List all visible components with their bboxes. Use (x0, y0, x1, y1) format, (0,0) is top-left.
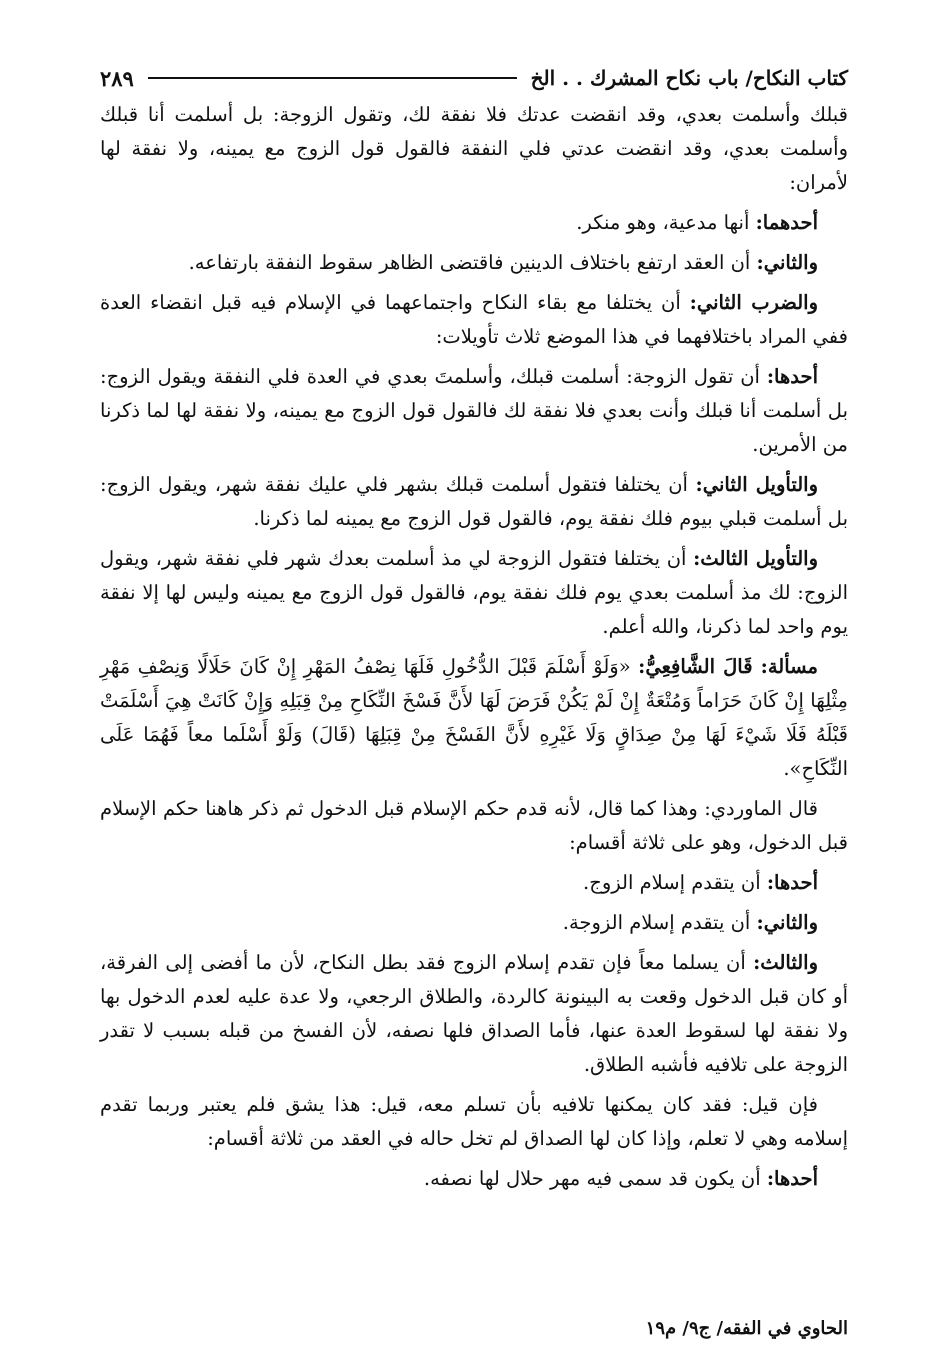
paragraph-lead: أحدها: (766, 871, 818, 894)
paragraph-lead: والثالث: (753, 951, 818, 974)
paragraph (100, 1162, 848, 1196)
paragraph-lead: أحدها: (766, 1167, 818, 1190)
header-title: كتاب النكاح/ باب نكاح المشرك . . الخ (530, 66, 848, 90)
paragraph-text: أن يكون قد سمى فيه مهر حلال لها نصفه. (423, 1167, 767, 1190)
paragraph (100, 792, 848, 860)
paragraph (100, 1088, 848, 1156)
paragraph (100, 866, 848, 900)
paragraph (100, 468, 848, 536)
paragraph-lead: والثاني: (756, 911, 818, 934)
paragraph-text: قبلك وأسلمت بعدي، وقد انقضت عدتك فلا نفقة لك، وتقول الزوجة: بل أسلمت أنا قبلك وأسلمت بعدي، وقد انقضت عدتي فلي النفقة فالقول قول الزوج مع يمينه، ولا نفقة لها لأمران: (100, 103, 848, 194)
paragraph-lead: مسألة: قَالَ الشَّافِعِيُّ: (638, 655, 819, 678)
paragraph-text: أن يسلما معاً فإن تقدم إسلام الزوج فقد بطل النكاح، لأن ما أفضى إلى الفرقة، أو كان قبل الدخول وقعت به البينونة كالردة، والطلاق الرجعي، ولا عدة عليه لعدم الدخول بها ولا نفقة لها لسقوط العدة عنها، فأما الصداق فلها نصفه، لأن الفسخ من قبله بسبب لا تقدر الزوجة على تلافيه فأشبه الطلاق. (100, 951, 848, 1076)
paragraph-lead: والتأويل الثاني: (695, 473, 818, 496)
paragraph-text: فإن قيل: فقد كان يمكنها تلافيه بأن تسلم معه، قيل: هذا يشق فلم يعتبر وربما تقدم إسلامه وهي لا تعلم، وإذا كان لها الصداق لم تخل حاله في العقد من ثلاثة أقسام: (100, 1093, 848, 1150)
page-body (100, 58, 848, 1202)
paragraph-lead: والثاني: (756, 251, 818, 274)
paragraph (100, 906, 848, 940)
paragraph-lead: أحدهما: (755, 211, 818, 234)
page-number: ٢٨٩ (100, 65, 134, 91)
paragraph-text: أن يتقدم إسلام الزوج. (583, 871, 767, 894)
paragraph-text: أن يختلفا فتقول الزوجة لي مذ أسلمت بعدك شهر فلي نفقة شهر، ويقول الزوج: لك مذ أسلمت بعدي يوم فلك نفقة يوم، فالقول قول الزوج مع يمينه وليس لها إلا نفقة يوم واحد لما ذكرنا، والله أعلم. (100, 547, 848, 638)
paragraph-text: أن تقول الزوجة: أسلمت قبلك، وأسلمتَ بعدي في العدة فلي النفقة ويقول الزوج: بل أسلمت أنا قبلك وأنت بعدي فلا نفقة لك فالقول قول الزوج مع يمينه، ولا نفقة لها لما ذكرنا من الأمرين. (100, 365, 848, 456)
paragraph (100, 206, 848, 240)
paragraph-text: قال الماوردي: وهذا كما قال، لأنه قدم حكم الإسلام قبل الدخول ثم ذكر هاهنا حكم الإسلام قبل الدخول، وهو على ثلاثة أقسام: (100, 797, 848, 854)
paragraph-text: أن يختلفا فتقول أسلمت قبلك بشهر فلي عليك نفقة شهر، ويقول الزوج: بل أسلمت قبلي بيوم فلك نفقة يوم، فالقول قول الزوج مع يمينه لما ذكرنا. (100, 473, 848, 530)
paragraph-text: أن العقد ارتفع باختلاف الدينين فاقتضى الظاهر سقوط النفقة بارتفاعه. (188, 251, 757, 274)
running-header (100, 58, 848, 98)
paragraph-lead: والضرب الثاني: (689, 291, 818, 314)
paragraph (100, 650, 848, 786)
paragraph-text: أن يتقدم إسلام الزوجة. (562, 911, 757, 934)
paragraph (100, 98, 848, 200)
footer-signature (100, 1318, 848, 1339)
paragraph (100, 946, 848, 1082)
paragraph (100, 246, 848, 280)
header-rule (148, 77, 517, 79)
footer-text: الحاوي في الفقه/ ج٩/ م١٩ (645, 1318, 848, 1339)
paragraph-lead: والتأويل الثالث: (693, 547, 818, 570)
paragraph (100, 360, 848, 462)
paragraph (100, 286, 848, 354)
paragraph-lead: أحدها: (766, 365, 818, 388)
text-column (100, 98, 848, 1196)
paragraph (100, 542, 848, 644)
paragraph-text: أنها مدعية، وهو منكر. (576, 211, 756, 234)
paragraph-text: «وَلَوْ أَسْلَمَ قَبْلَ الدُّخُولِ فَلَهَا نِصْفُ المَهْرِ إِنْ كَانَ حَلَالًا وَنِصْفِ مَهْرِ مِثْلِهَا إِنْ كَانَ حَرَاماً وَمُتْعَةٌ إِنْ لَمْ يَكُنْ فَرَضَ لَهَا لأَنَّ فَسْخَ النِّكَاحِ مِنْ قِبَلِهِ وَإِنْ كَانَتْ هِيَ أَسْلَمَتْ قَبْلَهُ فَلَا شَيْءَ لَهَا مِنْ صِدَاقٍ وَلَا غَيْرِهِ لأَنَّ الفَسْخَ مِنْ قِبَلِهَا (قَالَ) وَلَوْ أَسْلَما معاً فَهُمَا عَلَى النِّكَاحِ». (100, 655, 848, 780)
paragraph-text: أن يختلفا مع بقاء النكاح واجتماعهما في الإسلام فيه قبل انقضاء العدة ففي المراد باختلافهما في هذا الموضع ثلاث تأويلات: (100, 291, 848, 348)
